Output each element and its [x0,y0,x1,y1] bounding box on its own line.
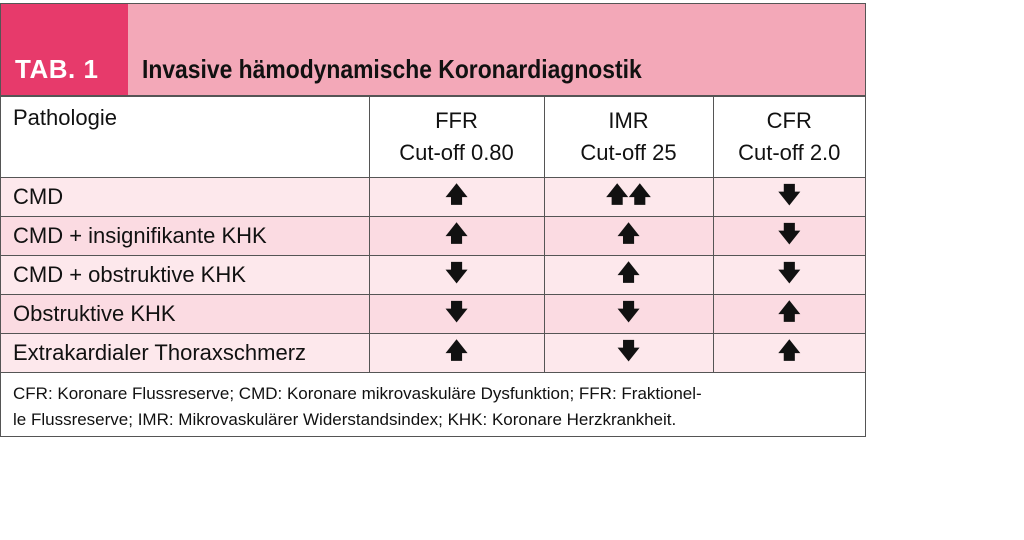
table-footnote [13,381,833,433]
cfr-arrow-icon: 🡅 [713,294,865,333]
column-header-pathology-label: Pathologie [13,105,117,130]
table-row [1,216,865,255]
data-grid [1,97,865,373]
column-header-imr-cutoff: Cut-off 25 [580,140,677,165]
imr-arrow-icon: 🡇 [544,294,713,333]
ffr-arrow-icon: 🡅 [369,333,544,372]
pathology-cell: CMD [1,177,369,216]
ffr-arrow-icon: 🡅 [369,177,544,216]
column-header-cfr-name: CFR [766,108,812,133]
footnote-line: le Flussreserve; IMR: Mikrovaskulärer Widerstandsindex; KHK: Koronare Herzkrankheit. [13,410,677,429]
ffr-arrow-icon: 🡅 [369,216,544,255]
ffr-arrow-icon: 🡇 [369,255,544,294]
pathology-cell: CMD + insignifikante KHK [1,216,369,255]
cfr-arrow-icon: 🡅 [713,333,865,372]
ffr-arrow-icon: 🡇 [369,294,544,333]
table-number-label: TAB. 1 [1,4,128,95]
cfr-arrow-icon: 🡇 [713,177,865,216]
column-header-imr-name: IMR [608,108,649,133]
column-header-pathology [1,97,369,177]
cfr-arrow-icon: 🡇 [713,255,865,294]
pathology-cell: Obstruktive KHK [1,294,369,333]
imr-arrow-icon: 🡅 [544,255,713,294]
table-row [1,294,865,333]
column-header-ffr-cutoff: Cut-off 0.80 [399,140,514,165]
pathology-cell: Extrakardialer Thoraxschmerz [1,333,369,372]
footnote-line: CFR: Koronare Flussreserve; CMD: Koronare mikrovaskuläre Dysfunktion; FFR: Fraktionel- [13,384,702,403]
column-header-ffr [369,97,544,177]
diagnostics-table [0,3,866,437]
column-header-imr [544,97,713,177]
column-header-cfr [713,97,865,177]
imr-arrow-icon: 🡅 [544,216,713,255]
cfr-arrow-icon: 🡇 [713,216,865,255]
table-title: Invasive hämodynamische Koronardiagnostik [142,54,642,84]
column-header-cfr-cutoff: Cut-off 2.0 [738,140,841,165]
table-header-band [1,4,865,97]
imr-arrow-icon: 🡇 [544,333,713,372]
column-header-ffr-name: FFR [435,108,478,133]
table-row [1,333,865,372]
table-row [1,177,865,216]
column-header-row [1,97,865,177]
pathology-cell: CMD + obstruktive KHK [1,255,369,294]
imr-arrow-icon: 🡅🡅 [544,177,713,216]
table-row [1,255,865,294]
